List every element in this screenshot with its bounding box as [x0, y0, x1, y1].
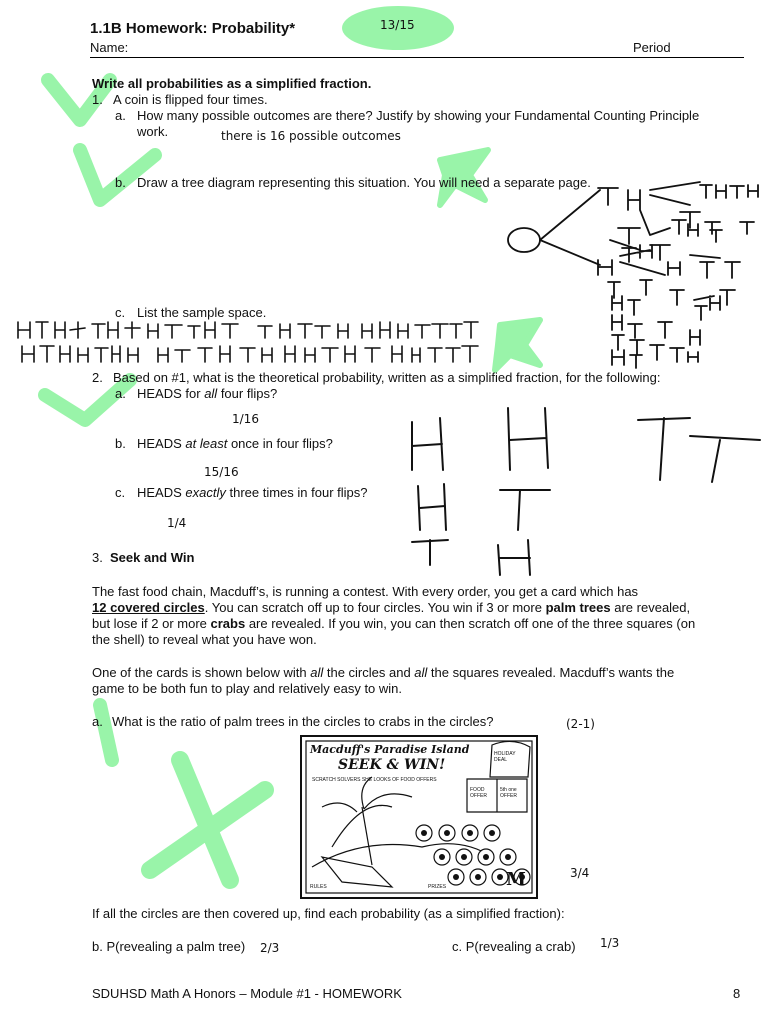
- q2-text: Based on #1, what is the theoretical probability, written as a simplified fraction, for the following:: [113, 370, 661, 385]
- page-number: 8: [733, 986, 741, 1001]
- q2c-post: three times in four flips?: [225, 485, 368, 500]
- q3-p2-post: the squares revealed. Macduff’s wants the: [427, 665, 675, 680]
- q3-p2-em1: all: [310, 665, 324, 680]
- q2c-pre: HEADS: [137, 485, 186, 500]
- q3-p1-line1: The fast food chain, Macduff’s, is running a contest. With every order, you get a card which has: [92, 584, 639, 599]
- q1-text: A coin is flipped four times.: [113, 92, 268, 107]
- q3b-text: b. P(revealing a palm tree): [92, 939, 246, 954]
- q3-p2-em2: all: [414, 665, 428, 680]
- q3-title: Seek and Win: [110, 550, 195, 565]
- q1-number: 1.: [92, 92, 103, 107]
- q3c-text: c. P(revealing a crab): [452, 939, 576, 954]
- q2c-emphasis: exactly: [185, 485, 226, 500]
- q1b-text: Draw a tree diagram representing this situation. You will need a separate page.: [137, 175, 591, 190]
- q3-p1-line2-end: are revealed,: [610, 600, 691, 615]
- page-title: 1.1B Homework: Probability*: [90, 20, 296, 37]
- card-brand: Macduff's Paradise Island: [310, 743, 470, 756]
- q2-number: 2.: [92, 370, 103, 385]
- period-label: Period: [633, 40, 671, 55]
- q3c-answer: 1/3: [600, 936, 620, 950]
- q3-p2-mid: the circles and: [323, 665, 415, 680]
- q1b-letter: b.: [115, 175, 126, 190]
- q1a-line1: How many possible outcomes are there? Justify by showing your Fundamental Counting Principle: [137, 108, 700, 123]
- instructions: Write all probabilities as a simplified fraction.: [92, 76, 372, 91]
- q2b-emphasis: at least: [185, 436, 228, 451]
- q3-p2-line2: game to be both fun to play and relatively easy to win.: [92, 681, 403, 696]
- card-box-offer: 5th one OFFER: [500, 787, 517, 799]
- q3-p1-line3: [92, 616, 695, 631]
- q2c-answer: 1/4: [167, 516, 187, 530]
- q3a-answer: (2-1): [566, 717, 595, 731]
- q3a-letter: a.: [92, 714, 103, 729]
- q2b-post: once in four flips?: [227, 436, 333, 451]
- q3-p1-line3-pre: but lose if 2 or more: [92, 616, 211, 631]
- q2b-letter: b.: [115, 436, 126, 451]
- q2a-pre: HEADS for: [137, 386, 205, 401]
- name-label: Name:: [90, 40, 129, 55]
- q2a-letter: a.: [115, 386, 126, 401]
- q3-number: 3.: [92, 550, 103, 565]
- card-prizes: PRIZES: [428, 884, 447, 890]
- q3-p2-line1: [92, 665, 674, 680]
- palm-trees-phrase: palm trees: [545, 600, 611, 615]
- card-box-holiday: HOLIDAY DEAL: [494, 751, 516, 763]
- card-logo: M: [506, 869, 526, 890]
- q3-p1-line2-text: . You can scratch off up to four circles. You win if 3 or more: [204, 600, 546, 615]
- q1a-letter: a.: [115, 108, 126, 123]
- card-rules: RULES: [310, 884, 327, 890]
- q2c-letter: c.: [115, 485, 126, 500]
- q2b-answer: 15/16: [204, 465, 239, 479]
- covered-circles-phrase: 12 covered circles: [92, 600, 205, 615]
- cover-instructions: If all the circles are then covered up, find each probability (as a simplified fraction):: [92, 906, 565, 921]
- q3-p1-line3-post: are revealed. If you win, you can then scratch off one of the three squares (on: [245, 616, 696, 631]
- q3-p2-pre: One of the cards is shown below with: [92, 665, 311, 680]
- q2a-emphasis: all: [204, 386, 218, 401]
- q3-p1-line4: the shell) to reveal what you have won.: [92, 632, 317, 647]
- q1a-line2: work.: [137, 124, 169, 139]
- q3a-text: What is the ratio of palm trees in the circles to crabs in the circles?: [112, 714, 494, 729]
- q1c-letter: c.: [115, 305, 126, 320]
- score: 13/15: [380, 18, 415, 32]
- q2a-answer: 1/16: [232, 412, 259, 426]
- q2b-pre: HEADS: [137, 436, 186, 451]
- q2a-post: four flips?: [217, 386, 278, 401]
- q1c-text: List the sample space.: [137, 305, 267, 320]
- q3-p1-line2: [92, 600, 690, 615]
- side-answer: 3/4: [570, 866, 590, 880]
- footer-course: SDUHSD Math A Honors – Module #1 - HOMEWORK: [92, 986, 402, 1001]
- card-headline: SEEK & WIN!: [338, 757, 446, 773]
- card-box-food: FOOD OFFER: [470, 787, 487, 799]
- q3b-answer: 2/3: [260, 941, 280, 955]
- q1a-answer: there is 16 possible outcomes: [221, 129, 401, 143]
- card-subline: SCRATCH SOLVERS SHE LOOKS OF FOOD OFFERS: [312, 777, 437, 783]
- macduffs-card: [300, 735, 538, 899]
- crabs-phrase: crabs: [210, 616, 246, 631]
